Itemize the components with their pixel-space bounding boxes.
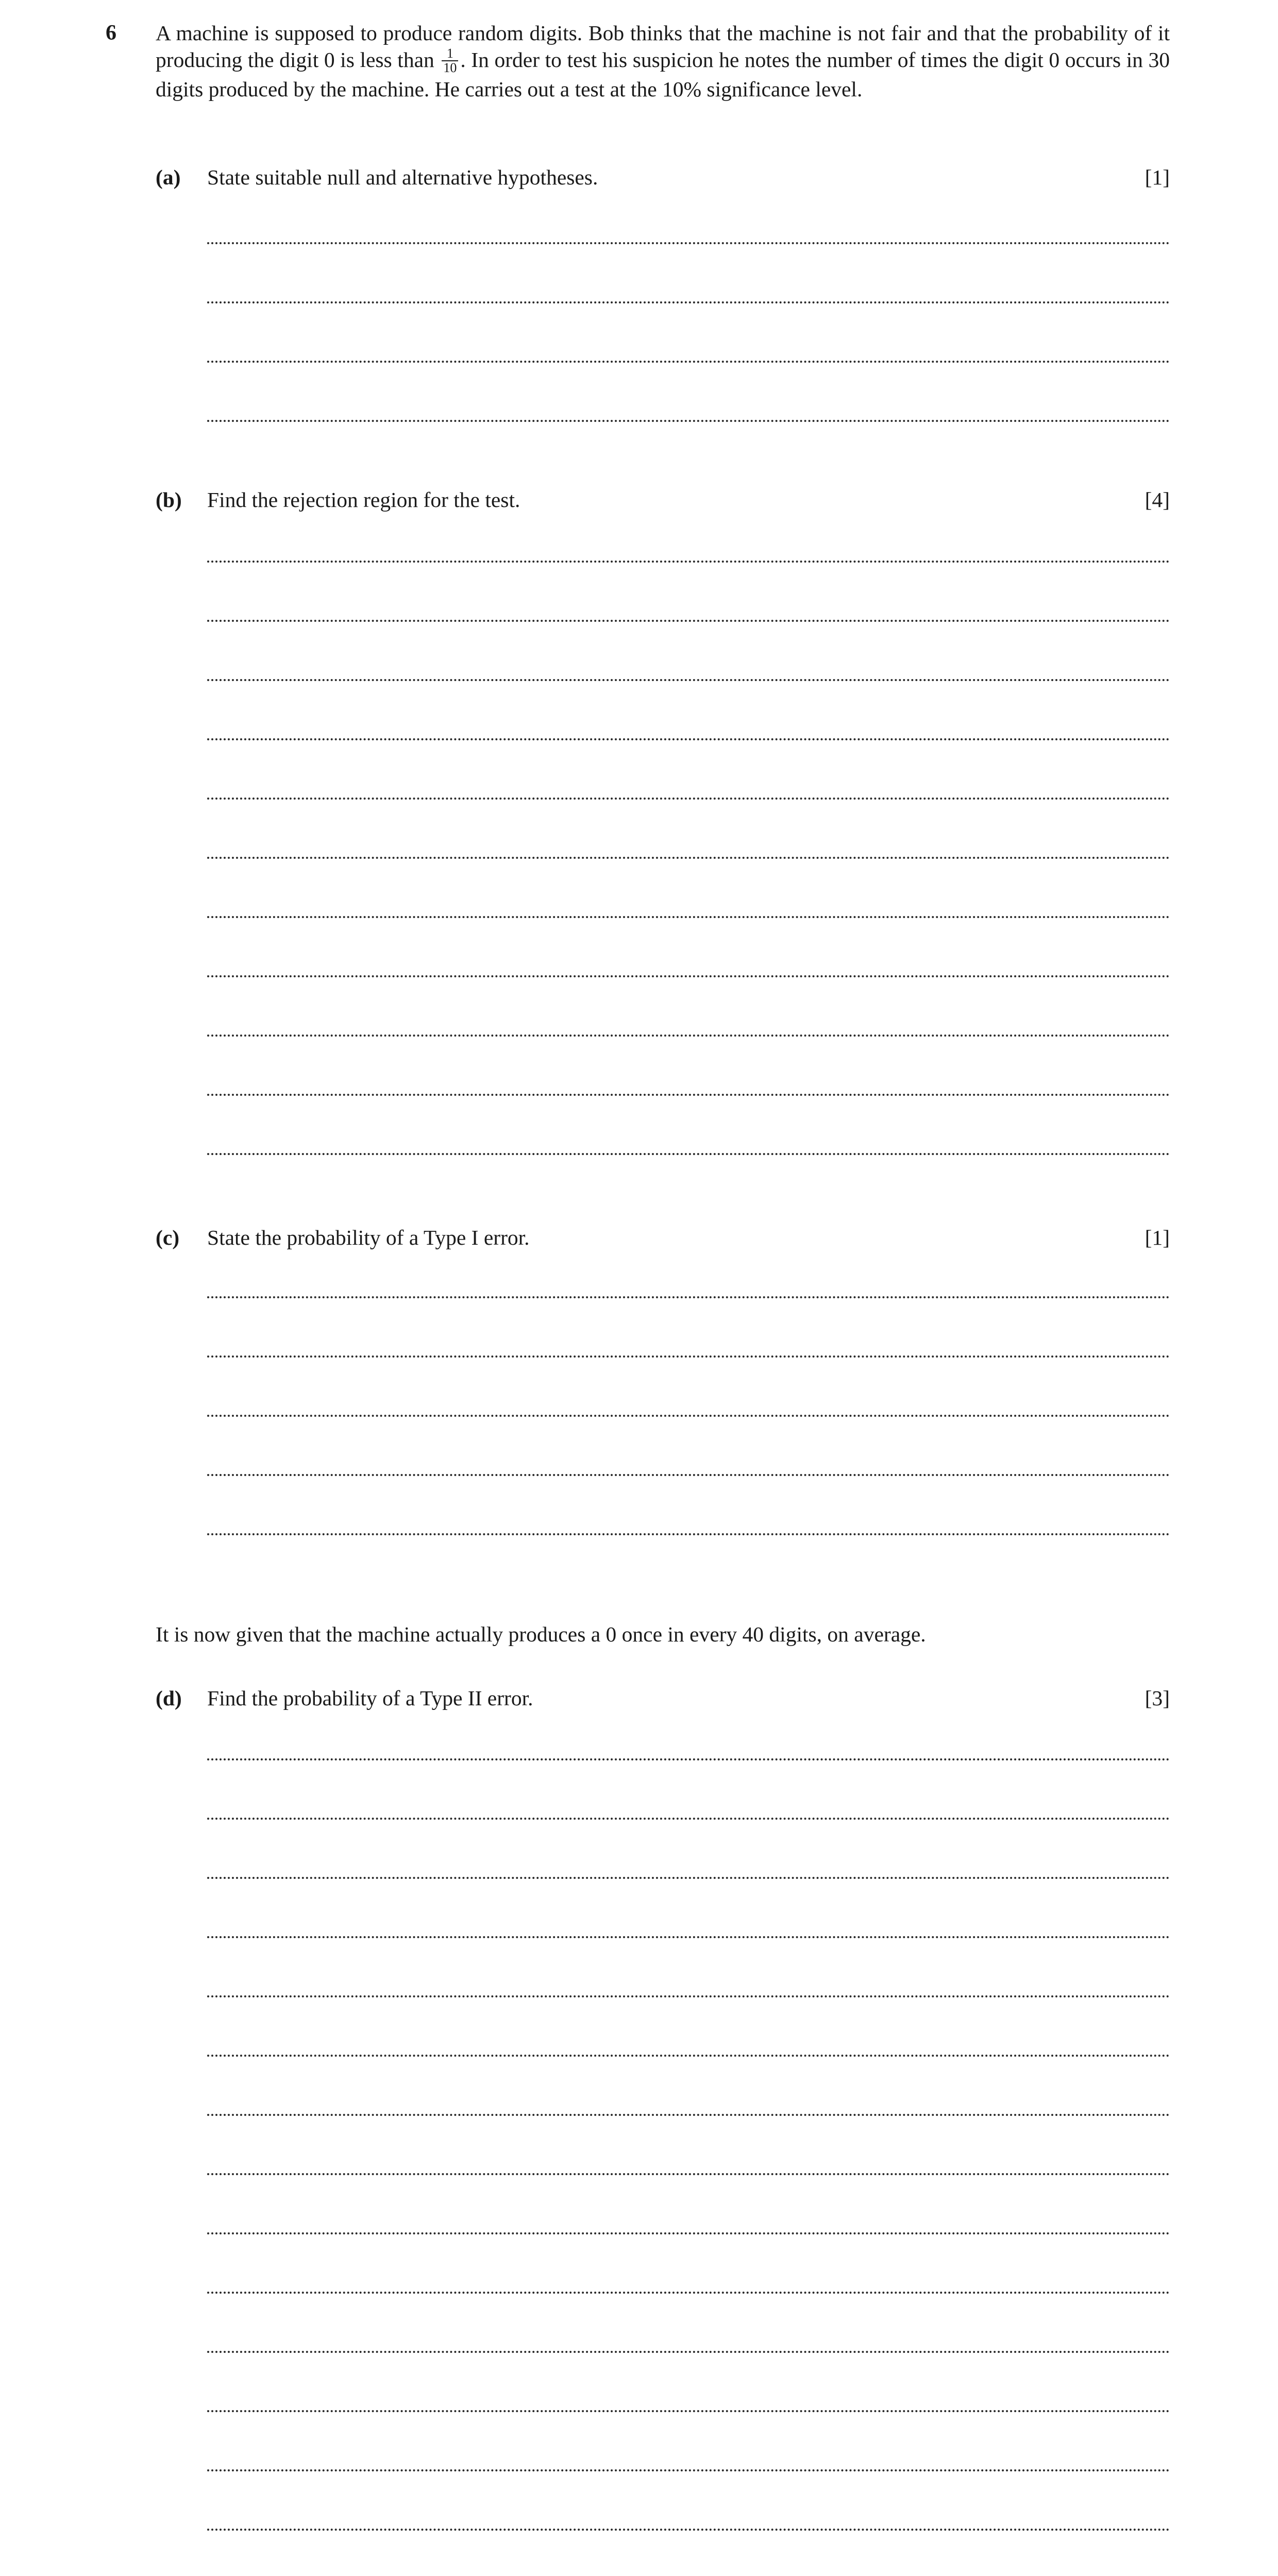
answer-line[interactable]: [207, 1035, 1170, 1037]
part-b-letter: (b): [156, 488, 182, 512]
answer-line[interactable]: [207, 301, 1170, 303]
answer-line[interactable]: [207, 1877, 1170, 1879]
answer-line[interactable]: [207, 2055, 1170, 2057]
part-d-header: [156, 1685, 1170, 1711]
answer-line[interactable]: [207, 2232, 1170, 2234]
answer-line[interactable]: [207, 2410, 1170, 2412]
part-b-header: [156, 486, 1170, 513]
answer-line[interactable]: [207, 738, 1170, 740]
answer-line[interactable]: [207, 1296, 1170, 1298]
answer-line[interactable]: [207, 361, 1170, 363]
part-d-prompt: Find the probability of a Type II error.: [207, 1686, 533, 1710]
answer-line[interactable]: [207, 2351, 1170, 2353]
answer-line[interactable]: [207, 679, 1170, 681]
answer-line[interactable]: [207, 420, 1170, 422]
part-c-marks: [1]: [1145, 1226, 1170, 1249]
answer-line[interactable]: [207, 1153, 1170, 1155]
part-a-letter: (a): [156, 165, 181, 189]
stem-text-1: A machine is supposed to produce random digits. Bob thinks that the machine is not fair and that the probability of it producing the digit 0 is less than: [156, 21, 1170, 72]
part-a-prompt: State suitable null and alternative hypotheses.: [207, 165, 598, 189]
part-c-letter: (c): [156, 1226, 180, 1249]
answer-line[interactable]: [207, 1533, 1170, 1535]
part-a-marks: [1]: [1145, 165, 1170, 189]
part-c-header: [156, 1224, 1170, 1251]
answer-line[interactable]: [207, 2469, 1170, 2471]
answer-line[interactable]: [207, 1355, 1170, 1358]
answer-line[interactable]: [207, 975, 1170, 977]
fraction-one-tenth: [442, 47, 458, 75]
answer-line[interactable]: [207, 561, 1170, 563]
answer-line[interactable]: [207, 1758, 1170, 1760]
question-stem: [156, 20, 1170, 103]
answer-line[interactable]: [207, 2292, 1170, 2294]
answer-line[interactable]: [207, 1415, 1170, 1417]
fraction-numerator: 1: [442, 47, 458, 61]
answer-line[interactable]: [207, 798, 1170, 800]
answer-line[interactable]: [207, 916, 1170, 918]
answer-line[interactable]: [207, 857, 1170, 859]
answer-line[interactable]: [207, 1094, 1170, 1096]
fraction-denominator: 10: [443, 60, 457, 76]
part-d-marks: [3]: [1145, 1686, 1170, 1710]
answer-line[interactable]: [207, 242, 1170, 244]
question-number: 6: [106, 21, 116, 45]
part-b-marks: [4]: [1145, 488, 1170, 512]
part-c-prompt: State the probability of a Type I error.: [207, 1226, 530, 1249]
answer-line[interactable]: [207, 620, 1170, 622]
part-d-letter: (d): [156, 1686, 182, 1710]
answer-line[interactable]: [207, 1474, 1170, 1476]
answer-line[interactable]: [207, 1995, 1170, 1997]
answer-line[interactable]: [207, 1818, 1170, 1820]
part-a-header: [156, 164, 1170, 191]
answer-line[interactable]: [207, 2529, 1170, 2531]
answer-line[interactable]: [207, 1936, 1170, 1938]
part-b-prompt: Find the rejection region for the test.: [207, 488, 520, 512]
answer-line[interactable]: [207, 2114, 1170, 2116]
answer-line[interactable]: [207, 2173, 1170, 2175]
context-statement: It is now given that the machine actually produces a 0 once in every 40 digits, on average.: [156, 1622, 926, 1646]
stem-text-2: . In order to test his suspicion he notes the number of times the digit 0 occurs in 30 digits produced by the machine. He carries out a test at the 10% significance level.: [156, 48, 1170, 101]
